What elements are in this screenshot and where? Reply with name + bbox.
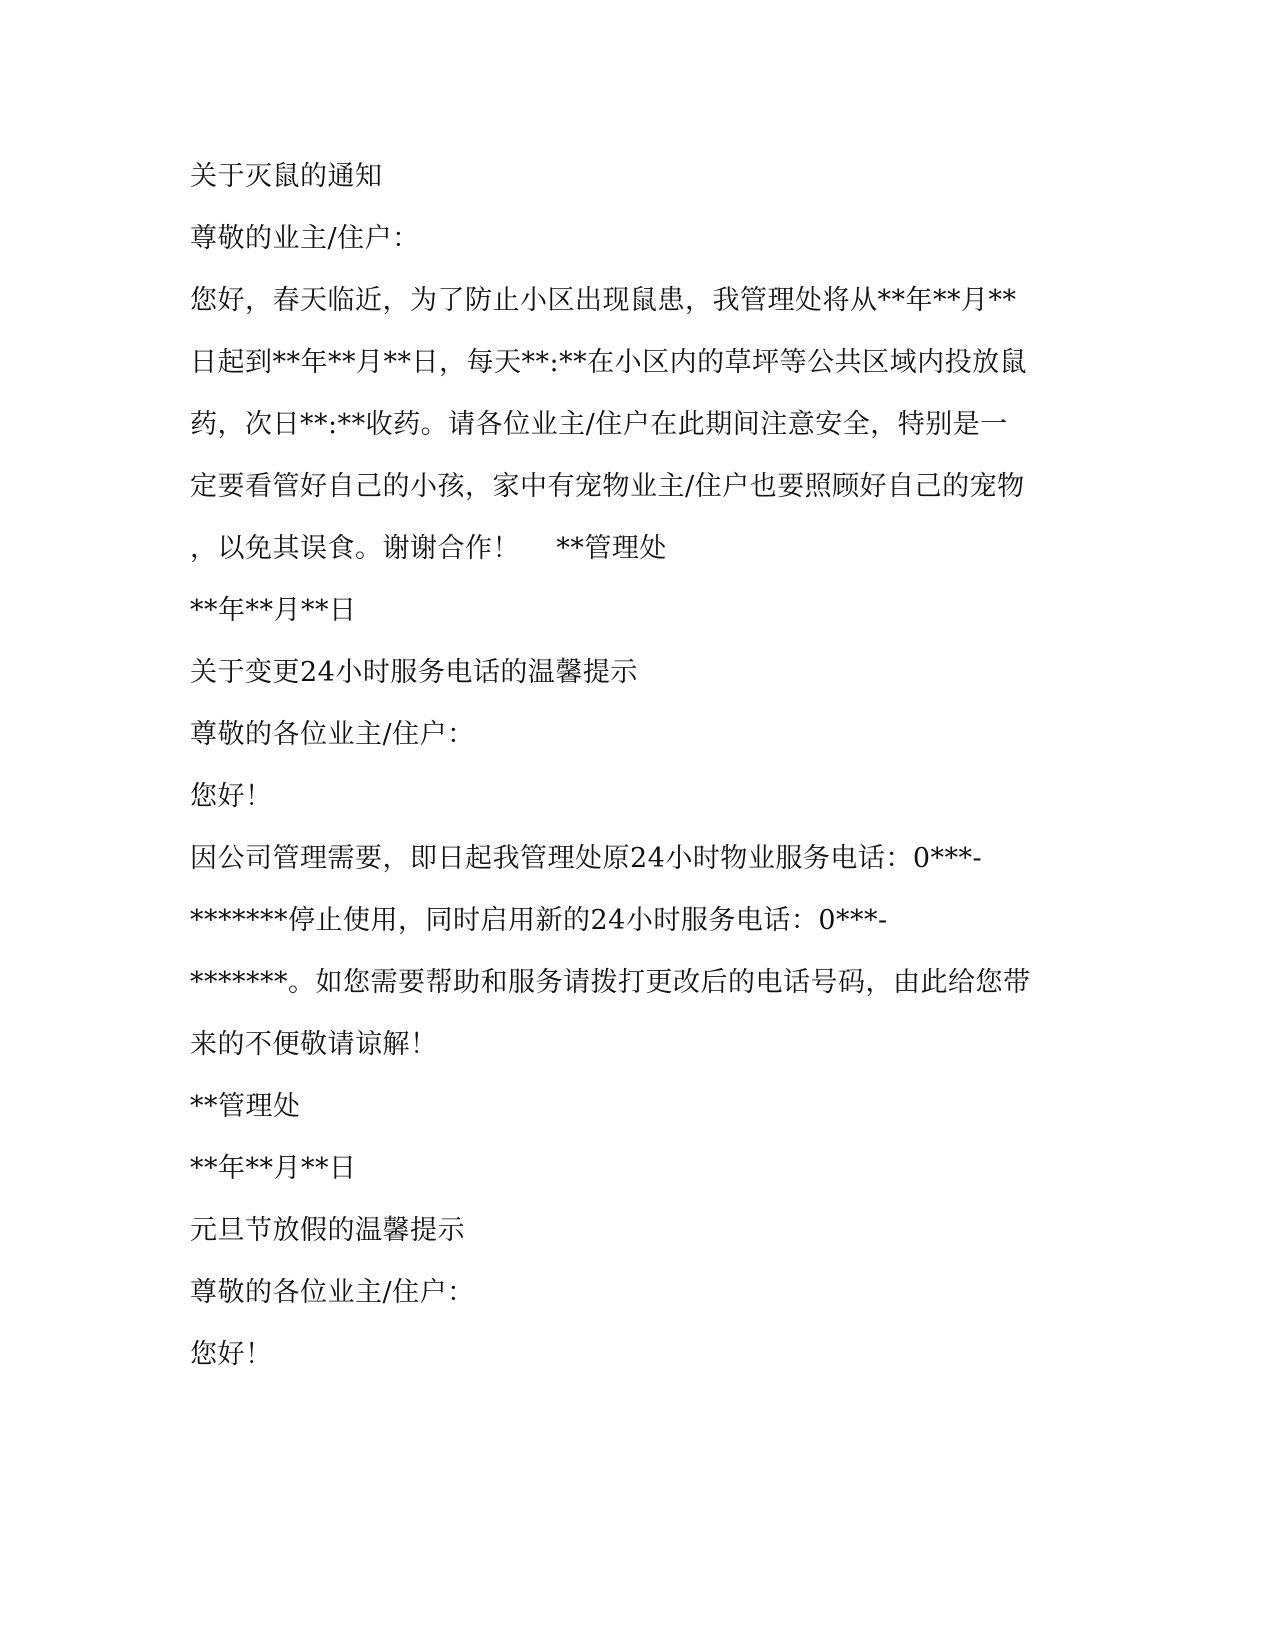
notice-title-new-year: 元旦节放假的温馨提示 bbox=[190, 1215, 465, 1246]
body-line: 来的不便敬请谅解！ bbox=[190, 1029, 438, 1060]
notice-title-rodent-control: 关于灭鼠的通知 bbox=[190, 161, 383, 192]
signature-line: **管理处 bbox=[190, 1091, 301, 1122]
greeting-line: 您好！ bbox=[190, 781, 273, 812]
body-line: *******。如您需要帮助和服务请拨打更改后的电话号码，由此给您带 bbox=[190, 967, 1031, 998]
date-line: **年**月**日 bbox=[190, 1153, 357, 1184]
body-line: 药，次日**:**收药。请各位业主/住户在此期间注意安全，特别是一 bbox=[190, 409, 1008, 440]
body-line: 日起到**年**月**日，每天**:**在小区内的草坪等公共区域内投放鼠 bbox=[190, 347, 1028, 378]
salutation-line: 尊敬的各位业主/住户： bbox=[190, 1277, 475, 1308]
greeting-line: 您好！ bbox=[190, 1339, 273, 1370]
date-line: **年**月**日 bbox=[190, 595, 357, 626]
salutation-line: 尊敬的业主/住户： bbox=[190, 223, 420, 254]
notice-title-phone-change: 关于变更24小时服务电话的温馨提示 bbox=[190, 657, 638, 688]
body-line: 您好，春天临近，为了防止小区出现鼠患，我管理处将从**年**月** bbox=[190, 285, 1017, 316]
salutation-line: 尊敬的各位业主/住户： bbox=[190, 719, 475, 750]
body-line: 定要看管好自己的小孩，家中有宠物业主/住户也要照顾好自己的宠物 bbox=[190, 471, 1025, 502]
body-line: *******停止使用，同时启用新的24小时服务电话：0***- bbox=[190, 905, 888, 936]
body-line: 因公司管理需要，即日起我管理处原24小时物业服务电话：0***- bbox=[190, 843, 983, 874]
body-line-signature: ，以免其误食。谢谢合作！ **管理处 bbox=[190, 533, 667, 564]
